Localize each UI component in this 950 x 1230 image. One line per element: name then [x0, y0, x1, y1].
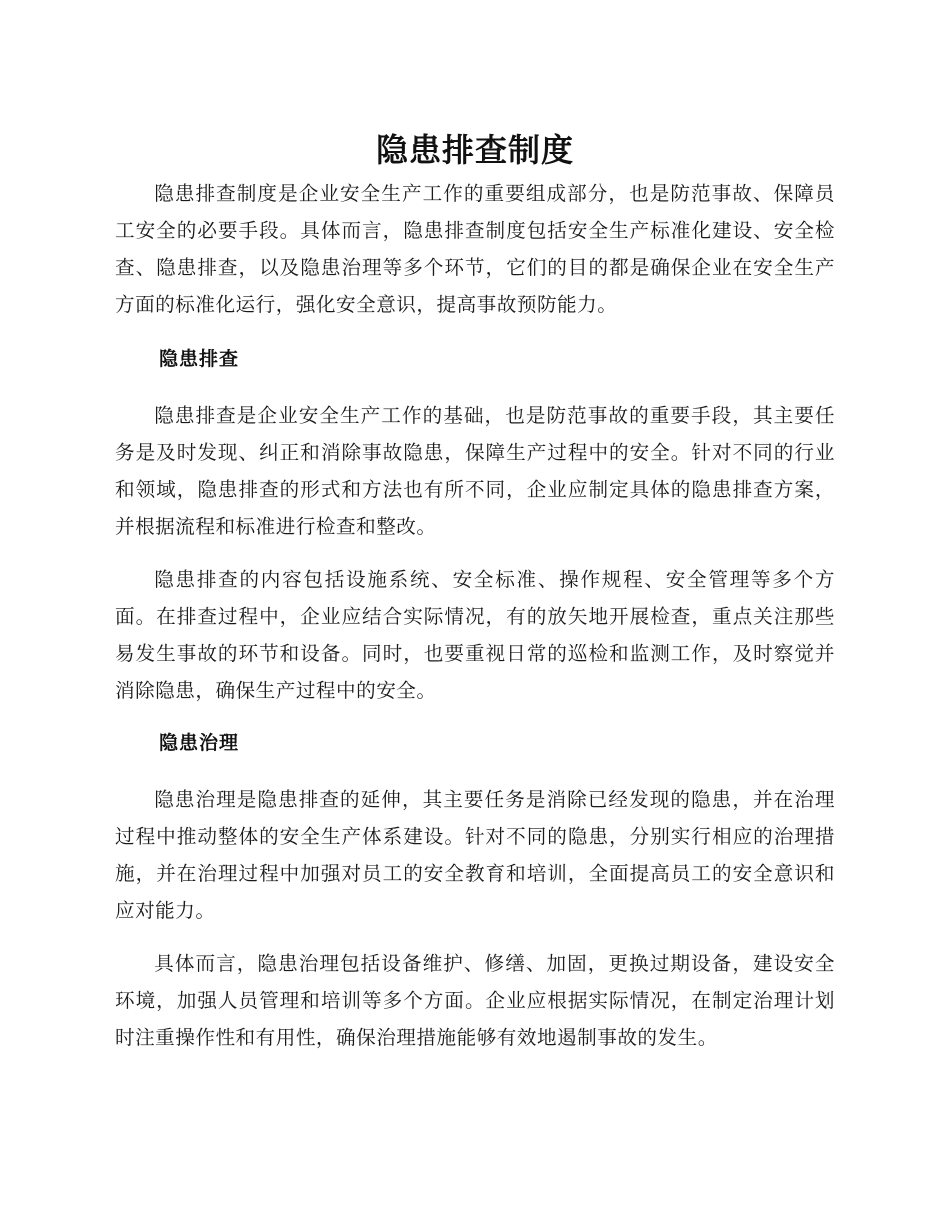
section-paragraph: 隐患治理是隐患排查的延伸，其主要任务是消除已经发现的隐患，并在治理过程中推动整体的安全生产体系建设。针对不同的隐患，分别实行相应的治理措施，并在治理过程中加强对员工的安全教育和培训，全面提高员工的安全意识和应对能力。 [115, 788, 835, 922]
document-body [115, 175, 835, 1072]
document-title: 隐患排查制度 [375, 131, 574, 169]
section-paragraph: 隐患排查是企业安全生产工作的基础，也是防范事故的重要手段，其主要任务是及时发现、纠正和消除事故隐患，保障生产过程中的安全。针对不同的行业和领域，隐患排查的形式和方法也有所不同，企业应制定具体的隐患排查方案，并根据流程和标准进行检查和整改。 [115, 404, 835, 538]
section-heading: 隐患治理 [159, 732, 240, 754]
section-hidden-danger-governance [115, 725, 835, 1056]
intro-paragraph: 隐患排查制度是企业安全生产工作的重要组成部分，也是防范事故、保障员工安全的必要手段。具体而言，隐患排查制度包括安全生产标准化建设、安全检查、隐患排查，以及隐患治理等多个环节，它们的目的都是确保企业在安全生产方面的标准化运行，强化安全意识，提高事故预防能力。 [115, 182, 835, 316]
section-paragraph: 隐患排查的内容包括设施系统、安全标准、操作规程、安全管理等多个方面。在排查过程中，企业应结合实际情况，有的放矢地开展检查，重点关注那些易发生事故的环节和设备。同时，也要重视日常的巡检和监测工作，及时察觉并消除隐患，确保生产过程中的安全。 [115, 568, 835, 702]
section-heading: 隐患排查 [159, 348, 240, 370]
section-hidden-danger-inspection [115, 341, 835, 709]
section-paragraph: 具体而言，隐患治理包括设备维护、修缮、加固，更换过期设备，建设安全环境，加强人员管理和培训等多个方面。企业应根据实际情况，在制定治理计划时注重操作性和有用性，确保治理措施能够有效地遏制事故的发生。 [115, 952, 835, 1049]
